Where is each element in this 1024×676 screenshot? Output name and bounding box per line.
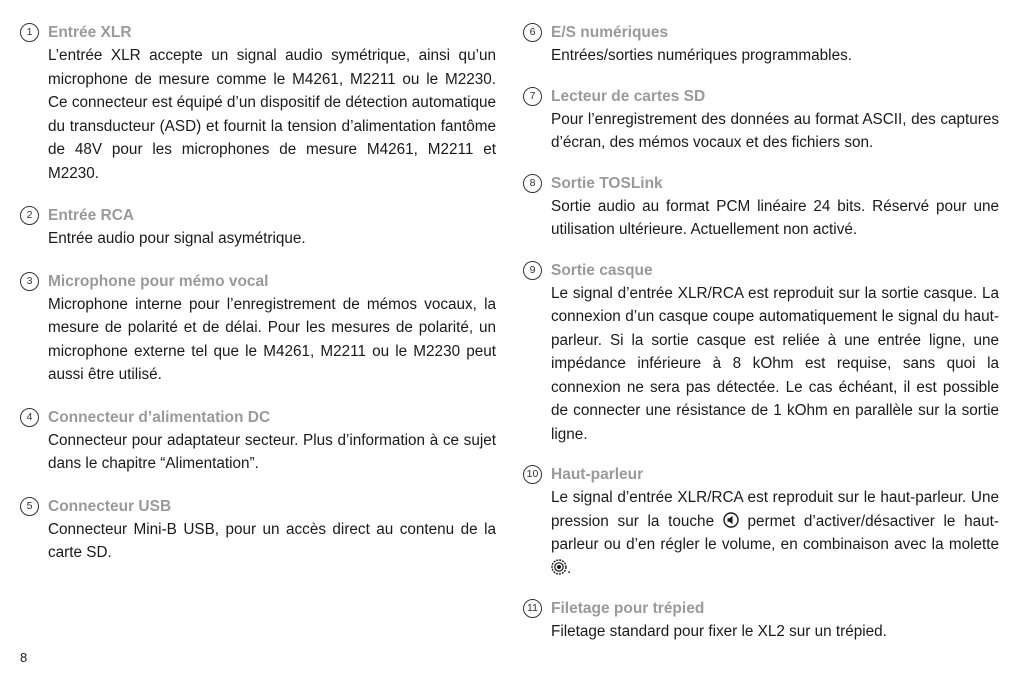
callout-number: 7: [523, 87, 542, 106]
section-heading: [523, 173, 999, 195]
section-heading: [523, 22, 999, 44]
section-body: Entrées/sorties numériques programmables.: [551, 47, 852, 64]
section-title: Entrée XLR: [48, 24, 132, 41]
right-column: [523, 22, 999, 662]
page-number: 8: [20, 650, 28, 665]
callout-number: 11: [523, 599, 542, 618]
section-speaker: [523, 464, 999, 580]
section-dc-connector: [20, 407, 496, 476]
section-title: Sortie casque: [551, 261, 653, 279]
section-sd-card-reader: [523, 86, 999, 155]
section-title: Haut-parleur: [551, 466, 644, 483]
callout-number: 3: [20, 272, 39, 291]
section-body: Pour l’enregistrement des données au format ASCII, des captures d’écran, des mémos vocaux et des fichiers son.: [551, 110, 999, 151]
speaker-key-icon: [723, 512, 739, 528]
section-heading: [20, 271, 496, 293]
section-title: E/S numériques: [551, 24, 669, 41]
section-title: Connecteur USB: [48, 497, 172, 515]
section-toslink-output: [523, 173, 999, 242]
callout-number: 2: [20, 206, 39, 225]
section-body: [523, 486, 999, 580]
callout-number: 10: [523, 465, 542, 484]
speaker-text-part3: .: [567, 559, 572, 577]
callout-number: 6: [523, 23, 542, 42]
section-rca-input: [20, 205, 496, 251]
callout-number: 8: [523, 174, 542, 193]
section-body: Entrée audio pour signal asymétrique.: [48, 230, 306, 247]
callout-number: 4: [20, 408, 39, 427]
section-body: Filetage standard pour fixer le XL2 sur un trépied.: [551, 623, 887, 640]
section-heading: [20, 22, 496, 44]
section-digital-io: [523, 22, 999, 68]
rotary-wheel-icon: [551, 559, 567, 575]
section-body: Connecteur Mini-B USB, pour un accès direct au contenu de la carte SD.: [48, 520, 496, 561]
section-body: Connecteur pour adaptateur secteur. Plus d’information à ce sujet dans le chapitre “Alimentation”.: [48, 431, 496, 472]
speaker-text-part2: permet d’activer/désactiver le haut-parleur ou d’en régler le volume, en combinaison avec la molette: [551, 512, 1000, 553]
section-heading: [523, 260, 999, 282]
section-xlr-input: [20, 22, 496, 185]
section-body: L’entrée XLR accepte un signal audio symétrique, ainsi qu’un microphone de mesure comme le M4261, M2211 ou le M2230. Ce connecteur est équipé d’un dispositif de détection automatique du transducteur (ASD) et fournit la tension d’alimentation fantôme de 48V pour les microphones de mesure M4261, M2211 et M2230.: [48, 47, 496, 182]
section-headphone-output: [523, 260, 999, 447]
section-body: Microphone interne pour l’enregistrement de mémos vocaux, la mesure de polarité et de délai. Pour les mesures de polarité, un microphone externe tel que le M4261, M2211 ou le M2230 peut aussi être utilisé.: [48, 295, 496, 383]
section-body: Le signal d’entrée XLR/RCA est reproduit sur la sortie casque. La connexion d’un casque coupe automatiquement le signal du haut-parleur. Si la sortie casque est reliée à une entrée ligne, une impédance inférieure à 8 kOhm est requise, sans quoi la connexion ne sera pas détectée. Le cas échéant, il est possible de connecter une résistance de 1 kOhm en parallèle sur la sortie ligne.: [551, 284, 999, 443]
section-heading: [523, 598, 999, 620]
section-title: Lecteur de cartes SD: [551, 87, 706, 105]
section-body: Sortie audio au format PCM linéaire 24 bits. Réservé pour une utilisation ultérieure. Actuellement non activé.: [551, 197, 999, 238]
section-heading: [20, 205, 496, 227]
section-voice-memo-mic: [20, 271, 496, 387]
left-column: [20, 22, 496, 585]
section-title: Entrée RCA: [48, 207, 135, 224]
section-title: Sortie TOSLink: [551, 174, 663, 192]
section-tripod-thread: [523, 598, 999, 644]
section-usb-connector: [20, 496, 496, 565]
section-heading: [20, 407, 496, 429]
section-title: Microphone pour mémo vocal: [48, 272, 269, 290]
section-title: Filetage pour trépied: [551, 600, 705, 617]
section-title: Connecteur d’alimentation DC: [48, 408, 271, 426]
section-heading: [20, 496, 496, 518]
callout-number: 5: [20, 497, 39, 516]
speaker-text-part1: Le signal d’entrée XLR/RCA est reproduit sur le haut-parleur. Une pression sur la touche: [551, 489, 999, 530]
section-heading: [523, 464, 999, 486]
callout-number: 1: [20, 23, 39, 42]
callout-number: 9: [523, 261, 542, 280]
section-heading: [523, 86, 999, 108]
